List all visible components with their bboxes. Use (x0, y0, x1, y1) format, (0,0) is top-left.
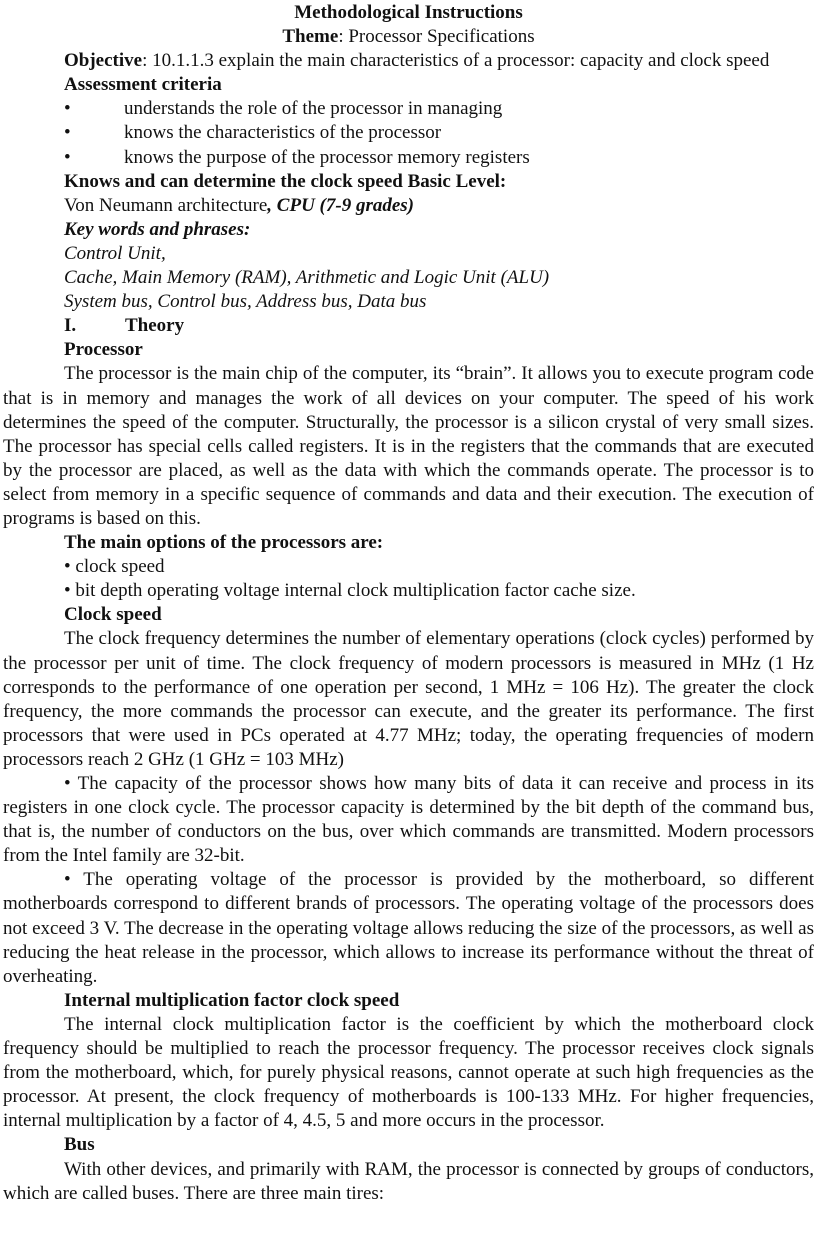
voltage-paragraph: • The operating voltage of the processor is provided by the motherboard, so different motherboards correspond to different brands of processors. The operating voltage of the processors does not exceed 3 V. The decrease in the operating voltage allows reducing the size of the processors, as well as reducing the heat release in the processor, which allows to increase its performance without the threat of overheating. (3, 869, 814, 987)
options-heading: The main options of the processors are: (64, 532, 384, 554)
bullet-icon: • (64, 122, 71, 144)
architecture-line (3, 194, 814, 218)
bus-paragraph: With other devices, and primarily with RAM, the processor is connected by groups of conductors, which are called buses. There are three main tires: (3, 1158, 814, 1204)
bus-heading: Bus (64, 1134, 95, 1156)
objective-line (3, 49, 814, 73)
section-title: Theory (125, 315, 185, 337)
document-title: Methodological Instructions (294, 2, 523, 23)
section-number: I. (64, 315, 77, 337)
clock-heading: Clock speed (64, 604, 162, 626)
multiplication-paragraph: The internal clock multiplication factor is the coefficient by which the motherboard clock frequency should be multiplied to reach the processor frequency. The processor receives clock signals from the motherboard, which, for purely physical reasons, cannot operate at such high frequencies as the processor. At present, the clock frequency of motherboards is 100-133 MHz. For higher frequencies, internal multiplication by a factor of 4, 4.5, 5 and more occurs in the processor. (3, 1013, 814, 1132)
document-page (3, 1, 814, 1206)
level-line: Knows and can determine the clock speed Basic Level: (64, 170, 507, 192)
bullet-icon: • (64, 98, 71, 120)
assessment-item-text: knows the characteristics of the processor (124, 122, 442, 144)
assessment-item (3, 146, 814, 170)
assessment-heading: Assessment criteria (64, 74, 222, 96)
objective-text: : 10.1.1.3 explain the main characteristics of a processor: capacity and clock speed (142, 50, 770, 72)
bullet-icon: • (64, 146, 71, 168)
clock-paragraph: The clock frequency determines the number of elementary operations (clock cycles) performed by the processor per unit of time. The clock frequency of modern processors is measured in MHz (1 Hz corresponds to the performance of one operation per second, 1 MHz = 106 Hz). The greater the clock frequency, the more commands the processor can execute, and the greater its performance. The first processors that were used in PCs operated at 4.77 MHz; today, the operating frequencies of modern processors reach 2 GHz (1 GHz = 103 MHz) (3, 628, 814, 770)
keyword-line: Cache, Main Memory (RAM), Arithmetic and Logic Unit (ALU) (64, 267, 550, 289)
keyword-line: Control Unit, (64, 242, 166, 264)
grades-text: , CPU (7-9 grades) (267, 194, 414, 216)
options-item: • bit depth operating voltage internal clock multiplication factor cache size. (64, 580, 636, 602)
architecture-text: Von Neumann architecture (64, 194, 268, 216)
theme-label: Theme (282, 26, 339, 48)
keyword-line: System bus, Control bus, Address bus, Data bus (64, 291, 427, 313)
theme-value: : Processor Specifications (338, 26, 535, 48)
assessment-item (3, 121, 814, 145)
options-item: • clock speed (64, 556, 165, 578)
objective-label: Objective (64, 50, 143, 72)
assessment-item-text: understands the role of the processor in managing (124, 98, 503, 120)
theme-line (3, 25, 814, 49)
assessment-item (3, 97, 814, 121)
capacity-paragraph: • The capacity of the processor shows how many bits of data it can receive and process in its registers in one clock cycle. The processor capacity is determined by the bit depth of the command bus, that is, the number of conductors on the bus, over which commands are transmitted. Modern processors from the Intel family are 32-bit. (3, 773, 814, 867)
processor-heading: Processor (64, 339, 143, 361)
keywords-heading: Key words and phrases: (64, 218, 251, 240)
assessment-item-text: knows the purpose of the processor memory registers (124, 146, 530, 168)
processor-paragraph: The processor is the main chip of the computer, its “brain”. It allows you to execute program code that is in memory and manages the work of all devices on your computer. The speed of his work determines the speed of the computer. Structurally, the processor is a silicon crystal of very small sizes. The processor has special cells called registers. It is in the registers that the commands that are executed by the processor are placed, as well as the data with which the commands operate. The processor is to select from memory in a specific sequence of commands and data and their execution. The execution of programs is based on this. (3, 363, 814, 529)
multiplication-heading: Internal multiplication factor clock speed (64, 989, 400, 1011)
theory-heading (3, 314, 814, 338)
